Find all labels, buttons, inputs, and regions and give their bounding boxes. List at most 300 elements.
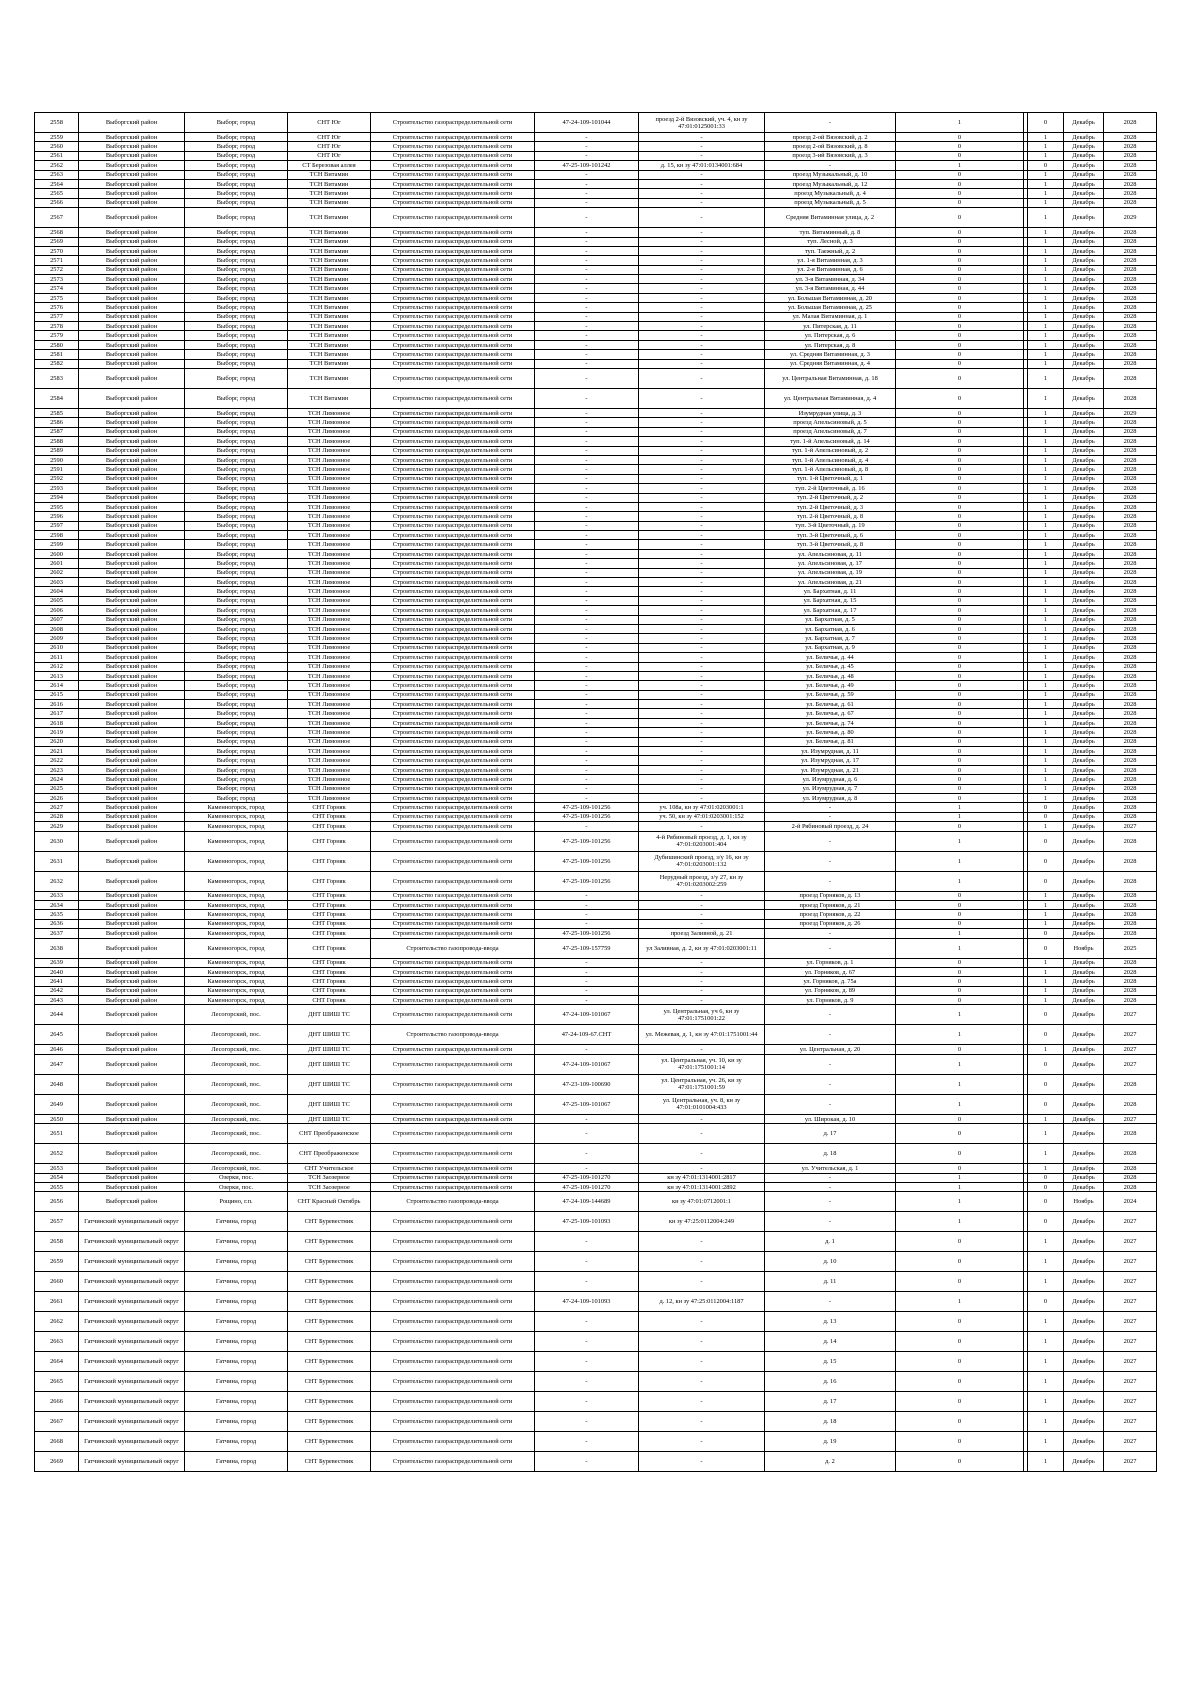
- count-col2-cell: 1: [1028, 484, 1064, 493]
- table-row: [35, 578, 1157, 587]
- program-code-cell: -: [535, 1352, 639, 1372]
- month-cell: Декабрь: [1064, 275, 1104, 284]
- month-cell: Декабрь: [1064, 1005, 1104, 1025]
- organization-cell: СНТ Юг: [288, 151, 371, 160]
- organization-cell: ТСН Витамин: [288, 275, 371, 284]
- count-col1-cell: 0: [896, 559, 1024, 568]
- table-row: [35, 142, 1157, 151]
- district-cell: Выборгский район: [79, 871, 185, 891]
- table-row: [35, 967, 1157, 976]
- plot-cadastral-cell: -: [639, 1252, 765, 1272]
- month-cell: Декабрь: [1064, 293, 1104, 302]
- row-number-cell: 2668: [35, 1432, 79, 1452]
- program-code-cell: 47-25-109-101256: [535, 929, 639, 938]
- month-cell: Декабрь: [1064, 228, 1104, 237]
- organization-cell: СНТ Горняк: [288, 938, 371, 958]
- table-row: [35, 986, 1157, 995]
- count-col2-cell: 0: [1028, 1025, 1064, 1045]
- plot-cadastral-cell: -: [639, 303, 765, 312]
- table-row: [35, 549, 1157, 558]
- work-type-cell: Строительство газораспределительной сети: [371, 228, 535, 237]
- month-cell: Декабрь: [1064, 812, 1104, 821]
- count-col2-cell: 1: [1028, 653, 1064, 662]
- address-cell: -: [765, 929, 896, 938]
- work-type-cell: Строительство газораспределительной сети: [371, 615, 535, 624]
- count-col1-cell: 0: [896, 643, 1024, 652]
- organization-cell: ТСН Лимонное: [288, 794, 371, 803]
- settlement-cell: Выборг, город: [185, 596, 288, 605]
- plot-cadastral-cell: -: [639, 284, 765, 293]
- count-col1-cell: 0: [896, 408, 1024, 417]
- month-cell: Декабрь: [1064, 465, 1104, 474]
- table-row: [35, 728, 1157, 737]
- work-type-cell: Строительство газораспределительной сети: [371, 977, 535, 986]
- month-cell: Декабрь: [1064, 151, 1104, 160]
- month-cell: Декабрь: [1064, 1432, 1104, 1452]
- program-code-cell: -: [535, 1412, 639, 1432]
- settlement-cell: Каменногорск, город: [185, 910, 288, 919]
- table-row: [35, 709, 1157, 718]
- plot-cadastral-cell: -: [639, 634, 765, 643]
- plot-cadastral-cell: -: [639, 822, 765, 831]
- count-col2-cell: 1: [1028, 568, 1064, 577]
- table-row: [35, 803, 1157, 812]
- year-cell: 2028: [1104, 910, 1157, 919]
- count-col1-cell: 0: [896, 133, 1024, 142]
- plot-cadastral-cell: -: [639, 910, 765, 919]
- district-cell: Выборгский район: [79, 133, 185, 142]
- address-cell: -: [765, 113, 896, 133]
- program-code-cell: -: [535, 775, 639, 784]
- program-code-cell: -: [535, 446, 639, 455]
- work-type-cell: Строительство газораспределительной сети: [371, 606, 535, 615]
- row-number-cell: 2578: [35, 322, 79, 331]
- organization-cell: ТСН Лимонное: [288, 718, 371, 727]
- settlement-cell: Каменногорск, город: [185, 900, 288, 909]
- district-cell: Выборгский район: [79, 484, 185, 493]
- organization-cell: ТСН Витамин: [288, 237, 371, 246]
- program-code-cell: -: [535, 418, 639, 427]
- row-number-cell: 2639: [35, 958, 79, 967]
- row-number-cell: 2563: [35, 170, 79, 179]
- address-cell: туп. 2-й Цветочный, д. 2: [765, 493, 896, 502]
- table-row: [35, 275, 1157, 284]
- work-type-cell: Строительство газораспределительной сети: [371, 996, 535, 1005]
- work-type-cell: Строительство газораспределительной сети: [371, 851, 535, 871]
- organization-cell: СНТ Юг: [288, 142, 371, 151]
- year-cell: 2028: [1104, 179, 1157, 188]
- month-cell: Декабрь: [1064, 871, 1104, 891]
- month-cell: Декабрь: [1064, 531, 1104, 540]
- count-col1-cell: 0: [896, 967, 1024, 976]
- plot-cadastral-cell: уч. 50, кн зу 47:01:0203001:152: [639, 812, 765, 821]
- plot-cadastral-cell: -: [639, 1114, 765, 1123]
- table-row: [35, 765, 1157, 774]
- count-col2-cell: 1: [1028, 427, 1064, 436]
- organization-cell: ТСН Лимонное: [288, 643, 371, 652]
- table-row: [35, 322, 1157, 331]
- count-col2-cell: 1: [1028, 133, 1064, 142]
- district-cell: Выборгский район: [79, 568, 185, 577]
- work-type-cell: Строительство газораспределительной сети: [371, 891, 535, 900]
- count-col2-cell: 1: [1028, 275, 1064, 284]
- table-row: [35, 474, 1157, 483]
- count-col2-cell: 1: [1028, 1144, 1064, 1164]
- count-col1-cell: 1: [896, 938, 1024, 958]
- plot-cadastral-cell: -: [639, 891, 765, 900]
- program-code-cell: -: [535, 540, 639, 549]
- row-number-cell: 2635: [35, 910, 79, 919]
- organization-cell: СНТ Буревестник: [288, 1232, 371, 1252]
- plot-cadastral-cell: -: [639, 1272, 765, 1292]
- program-code-cell: -: [535, 996, 639, 1005]
- plot-cadastral-cell: -: [639, 1412, 765, 1432]
- settlement-cell: Выборг, город: [185, 747, 288, 756]
- organization-cell: ТСН Витамин: [288, 359, 371, 368]
- address-cell: д. 18: [765, 1412, 896, 1432]
- district-cell: Выборгский район: [79, 1054, 185, 1074]
- district-cell: Выборгский район: [79, 938, 185, 958]
- district-cell: Выборгский район: [79, 303, 185, 312]
- district-cell: Выборгский район: [79, 388, 185, 408]
- work-type-cell: Строительство газораспределительной сети: [371, 737, 535, 746]
- count-col1-cell: 0: [896, 919, 1024, 928]
- district-cell: Выборгский район: [79, 803, 185, 812]
- program-code-cell: -: [535, 340, 639, 349]
- program-code-cell: -: [535, 690, 639, 699]
- count-col2-cell: 1: [1028, 737, 1064, 746]
- count-col1-cell: 1: [896, 1005, 1024, 1025]
- month-cell: Декабрь: [1064, 455, 1104, 464]
- year-cell: 2028: [1104, 891, 1157, 900]
- plot-cadastral-cell: -: [639, 671, 765, 680]
- work-type-cell: Строительство газораспределительной сети: [371, 265, 535, 274]
- settlement-cell: Выборг, город: [185, 521, 288, 530]
- district-cell: Выборгский район: [79, 709, 185, 718]
- organization-cell: ТСН Витамин: [288, 189, 371, 198]
- organization-cell: ТСН Витамин: [288, 322, 371, 331]
- row-number-cell: 2602: [35, 568, 79, 577]
- district-cell: Выборгский район: [79, 455, 185, 464]
- count-col2-cell: 1: [1028, 919, 1064, 928]
- address-cell: ул. Беличья, д. 44: [765, 653, 896, 662]
- district-cell: Выборгский район: [79, 900, 185, 909]
- work-type-cell: Строительство газораспределительной сети: [371, 208, 535, 228]
- year-cell: 2028: [1104, 113, 1157, 133]
- row-number-cell: 2641: [35, 977, 79, 986]
- count-col2-cell: 1: [1028, 265, 1064, 274]
- settlement-cell: Выборг, город: [185, 765, 288, 774]
- district-cell: Выборгский район: [79, 671, 185, 680]
- month-cell: Декабрь: [1064, 900, 1104, 909]
- table-row: [35, 1352, 1157, 1372]
- settlement-cell: Выборг, город: [185, 709, 288, 718]
- count-col1-cell: 0: [896, 521, 1024, 530]
- address-cell: ул. Горняков, д. 1: [765, 958, 896, 967]
- organization-cell: ТСН Витамин: [288, 265, 371, 274]
- count-col1-cell: 0: [896, 549, 1024, 558]
- count-col1-cell: 0: [896, 568, 1024, 577]
- work-type-cell: Строительство газораспределительной сети: [371, 1292, 535, 1312]
- work-type-cell: Строительство газораспределительной сети: [371, 512, 535, 521]
- program-code-cell: -: [535, 1114, 639, 1123]
- count-col2-cell: 1: [1028, 446, 1064, 455]
- district-cell: Гатчинский муниципальный округ: [79, 1312, 185, 1332]
- district-cell: Выборгский район: [79, 502, 185, 511]
- district-cell: Выборгский район: [79, 170, 185, 179]
- row-number-cell: 2574: [35, 284, 79, 293]
- settlement-cell: Выборг, город: [185, 465, 288, 474]
- organization-cell: ТСН Лимонное: [288, 596, 371, 605]
- district-cell: Выборгский район: [79, 596, 185, 605]
- month-cell: Декабрь: [1064, 474, 1104, 483]
- year-cell: 2027: [1104, 1452, 1157, 1472]
- row-number-cell: 2649: [35, 1094, 79, 1114]
- address-cell: туп. Таежный, д. 2: [765, 246, 896, 255]
- plot-cadastral-cell: -: [639, 484, 765, 493]
- program-code-cell: -: [535, 709, 639, 718]
- plot-cadastral-cell: -: [639, 765, 765, 774]
- year-cell: 2028: [1104, 996, 1157, 1005]
- organization-cell: ТСН Лимонное: [288, 446, 371, 455]
- count-col1-cell: 0: [896, 493, 1024, 502]
- settlement-cell: Выборг, город: [185, 331, 288, 340]
- month-cell: Декабрь: [1064, 737, 1104, 746]
- month-cell: Декабрь: [1064, 142, 1104, 151]
- row-number-cell: 2626: [35, 794, 79, 803]
- organization-cell: СНТ Преображенское: [288, 1144, 371, 1164]
- organization-cell: СНТ Горняк: [288, 822, 371, 831]
- table-row: [35, 615, 1157, 624]
- organization-cell: ТСН Лимонное: [288, 756, 371, 765]
- year-cell: 2028: [1104, 493, 1157, 502]
- address-cell: ул. Апельсиновая, д. 21: [765, 578, 896, 587]
- district-cell: Выборгский район: [79, 559, 185, 568]
- table-row: [35, 408, 1157, 417]
- settlement-cell: Выборг, город: [185, 578, 288, 587]
- organization-cell: ТСН Лимонное: [288, 549, 371, 558]
- organization-cell: ДНТ ШИШ ТС: [288, 1005, 371, 1025]
- row-number-cell: 2579: [35, 331, 79, 340]
- count-col2-cell: 0: [1028, 831, 1064, 851]
- organization-cell: СНТ Горняк: [288, 910, 371, 919]
- count-col2-cell: 1: [1028, 179, 1064, 188]
- plot-cadastral-cell: -: [639, 368, 765, 388]
- plot-cadastral-cell: -: [639, 996, 765, 1005]
- program-code-cell: 47-23-109-100690: [535, 1074, 639, 1094]
- address-cell: ул. Беличья, д. 49: [765, 681, 896, 690]
- settlement-cell: Выборг, город: [185, 133, 288, 142]
- program-code-cell: -: [535, 312, 639, 321]
- settlement-cell: Выборг, город: [185, 737, 288, 746]
- year-cell: 2028: [1104, 718, 1157, 727]
- program-code-cell: -: [535, 303, 639, 312]
- settlement-cell: Выборг, город: [185, 643, 288, 652]
- organization-cell: СНТ Учительское: [288, 1164, 371, 1173]
- count-col1-cell: 1: [896, 1173, 1024, 1182]
- count-col2-cell: 1: [1028, 1252, 1064, 1272]
- row-number-cell: 2562: [35, 161, 79, 170]
- settlement-cell: Выборг, город: [185, 549, 288, 558]
- table-row: [35, 891, 1157, 900]
- plot-cadastral-cell: -: [639, 312, 765, 321]
- count-col1-cell: 0: [896, 446, 1024, 455]
- work-type-cell: Строительство газораспределительной сети: [371, 1332, 535, 1352]
- year-cell: 2028: [1104, 958, 1157, 967]
- count-col2-cell: 1: [1028, 540, 1064, 549]
- month-cell: Декабрь: [1064, 189, 1104, 198]
- settlement-cell: Гатчина, город: [185, 1232, 288, 1252]
- count-col1-cell: 0: [896, 718, 1024, 727]
- settlement-cell: Лесогорский, пос.: [185, 1144, 288, 1164]
- table-row: [35, 718, 1157, 727]
- table-row: [35, 996, 1157, 1005]
- program-code-cell: 47-25-109-101242: [535, 161, 639, 170]
- organization-cell: ТСН Лимонное: [288, 484, 371, 493]
- table-row: [35, 871, 1157, 891]
- program-code-cell: -: [535, 756, 639, 765]
- address-cell: -: [765, 1212, 896, 1232]
- settlement-cell: Каменногорск, город: [185, 929, 288, 938]
- plot-cadastral-cell: -: [639, 1452, 765, 1472]
- settlement-cell: Выборг, город: [185, 784, 288, 793]
- organization-cell: ТСН Лимонное: [288, 784, 371, 793]
- year-cell: 2028: [1104, 446, 1157, 455]
- district-cell: Выборгский район: [79, 331, 185, 340]
- row-number-cell: 2615: [35, 690, 79, 699]
- program-code-cell: -: [535, 1124, 639, 1144]
- plot-cadastral-cell: ул. Межевая, д. 1, кн зу 47:01:1751001:44: [639, 1025, 765, 1045]
- address-cell: ул. 3-я Витаминная, д. 44: [765, 284, 896, 293]
- district-cell: Выборгский район: [79, 359, 185, 368]
- settlement-cell: Выборг, город: [185, 142, 288, 151]
- work-type-cell: Строительство газораспределительной сети: [371, 1312, 535, 1332]
- count-col2-cell: 1: [1028, 596, 1064, 605]
- month-cell: Декабрь: [1064, 312, 1104, 321]
- row-number-cell: 2630: [35, 831, 79, 851]
- program-code-cell: -: [535, 368, 639, 388]
- organization-cell: СНТ Горняк: [288, 919, 371, 928]
- row-number-cell: 2659: [35, 1252, 79, 1272]
- work-type-cell: Строительство газораспределительной сети: [371, 170, 535, 179]
- work-type-cell: Строительство газораспределительной сети: [371, 784, 535, 793]
- month-cell: Декабрь: [1064, 671, 1104, 680]
- count-col1-cell: 0: [896, 265, 1024, 274]
- count-col2-cell: 1: [1028, 718, 1064, 727]
- table-row: [35, 1312, 1157, 1332]
- row-number-cell: 2599: [35, 540, 79, 549]
- work-type-cell: Строительство газораспределительной сети: [371, 189, 535, 198]
- year-cell: 2027: [1104, 1412, 1157, 1432]
- organization-cell: ТСН Лимонное: [288, 418, 371, 427]
- year-cell: 2028: [1104, 709, 1157, 718]
- row-number-cell: 2597: [35, 521, 79, 530]
- settlement-cell: Выборг, город: [185, 493, 288, 502]
- count-col2-cell: 1: [1028, 958, 1064, 967]
- work-type-cell: Строительство газораспределительной сети: [371, 709, 535, 718]
- row-number-cell: 2614: [35, 681, 79, 690]
- row-number-cell: 2664: [35, 1352, 79, 1372]
- organization-cell: ТСН Лимонное: [288, 690, 371, 699]
- district-cell: Выборгский район: [79, 967, 185, 976]
- year-cell: 2029: [1104, 208, 1157, 228]
- count-col2-cell: 1: [1028, 615, 1064, 624]
- count-col1-cell: 0: [896, 690, 1024, 699]
- address-cell: ул. Горняков, д. 67: [765, 967, 896, 976]
- work-type-cell: Строительство газораспределительной сети: [371, 803, 535, 812]
- count-col2-cell: 1: [1028, 142, 1064, 151]
- year-cell: 2028: [1104, 596, 1157, 605]
- row-number-cell: 2617: [35, 709, 79, 718]
- organization-cell: СНТ Красный Октябрь: [288, 1192, 371, 1212]
- work-type-cell: Строительство газораспределительной сети: [371, 1164, 535, 1173]
- count-col2-cell: 1: [1028, 388, 1064, 408]
- address-cell: -: [765, 1074, 896, 1094]
- gasification-table-page: [34, 112, 1156, 1472]
- organization-cell: ТСН Витамин: [288, 198, 371, 207]
- count-col1-cell: 0: [896, 368, 1024, 388]
- plot-cadastral-cell: -: [639, 775, 765, 784]
- program-code-cell: 47-25-109-101093: [535, 1212, 639, 1232]
- table-row: [35, 977, 1157, 986]
- district-cell: Выборгский район: [79, 446, 185, 455]
- table-body: [35, 113, 1157, 1472]
- settlement-cell: Лесогорский, пос.: [185, 1124, 288, 1144]
- work-type-cell: Строительство газораспределительной сети: [371, 284, 535, 293]
- work-type-cell: Строительство газораспределительной сети: [371, 919, 535, 928]
- table-row: [35, 606, 1157, 615]
- count-col2-cell: 1: [1028, 690, 1064, 699]
- month-cell: Декабрь: [1064, 709, 1104, 718]
- plot-cadastral-cell: -: [639, 502, 765, 511]
- address-cell: туп. 1-й Апельсиновый, д. 14: [765, 437, 896, 446]
- program-code-cell: -: [535, 531, 639, 540]
- plot-cadastral-cell: -: [639, 350, 765, 359]
- organization-cell: ТСН Лимонное: [288, 531, 371, 540]
- address-cell: ул. Большая Витаминная, д. 20: [765, 293, 896, 302]
- address-cell: туп. 3-й Цветочный, д. 6: [765, 531, 896, 540]
- plot-cadastral-cell: -: [639, 359, 765, 368]
- month-cell: Декабрь: [1064, 179, 1104, 188]
- count-col1-cell: 1: [896, 1054, 1024, 1074]
- organization-cell: ТСН Лимонное: [288, 437, 371, 446]
- organization-cell: СНТ Буревестник: [288, 1272, 371, 1292]
- year-cell: 2027: [1104, 1252, 1157, 1272]
- program-code-cell: -: [535, 198, 639, 207]
- count-col1-cell: 0: [896, 587, 1024, 596]
- month-cell: Декабрь: [1064, 653, 1104, 662]
- count-col1-cell: 0: [896, 700, 1024, 709]
- count-col2-cell: 1: [1028, 977, 1064, 986]
- address-cell: ул. Беличья, д. 45: [765, 662, 896, 671]
- year-cell: 2028: [1104, 615, 1157, 624]
- settlement-cell: Каменногорск, город: [185, 967, 288, 976]
- count-col2-cell: 1: [1028, 198, 1064, 207]
- row-number-cell: 2608: [35, 624, 79, 633]
- settlement-cell: Выборг, город: [185, 427, 288, 436]
- organization-cell: ТСН Лимонное: [288, 559, 371, 568]
- address-cell: ул. Малая Витаминная, д. 1: [765, 312, 896, 321]
- count-col2-cell: 1: [1028, 208, 1064, 228]
- work-type-cell: Строительство газораспределительной сети: [371, 502, 535, 511]
- plot-cadastral-cell: -: [639, 1045, 765, 1054]
- month-cell: Декабрь: [1064, 1292, 1104, 1312]
- program-code-cell: -: [535, 587, 639, 596]
- settlement-cell: Каменногорск, город: [185, 812, 288, 821]
- address-cell: д. 11: [765, 1272, 896, 1292]
- address-cell: туп. 1-й Цветочный, д. 1: [765, 474, 896, 483]
- row-number-cell: 2632: [35, 871, 79, 891]
